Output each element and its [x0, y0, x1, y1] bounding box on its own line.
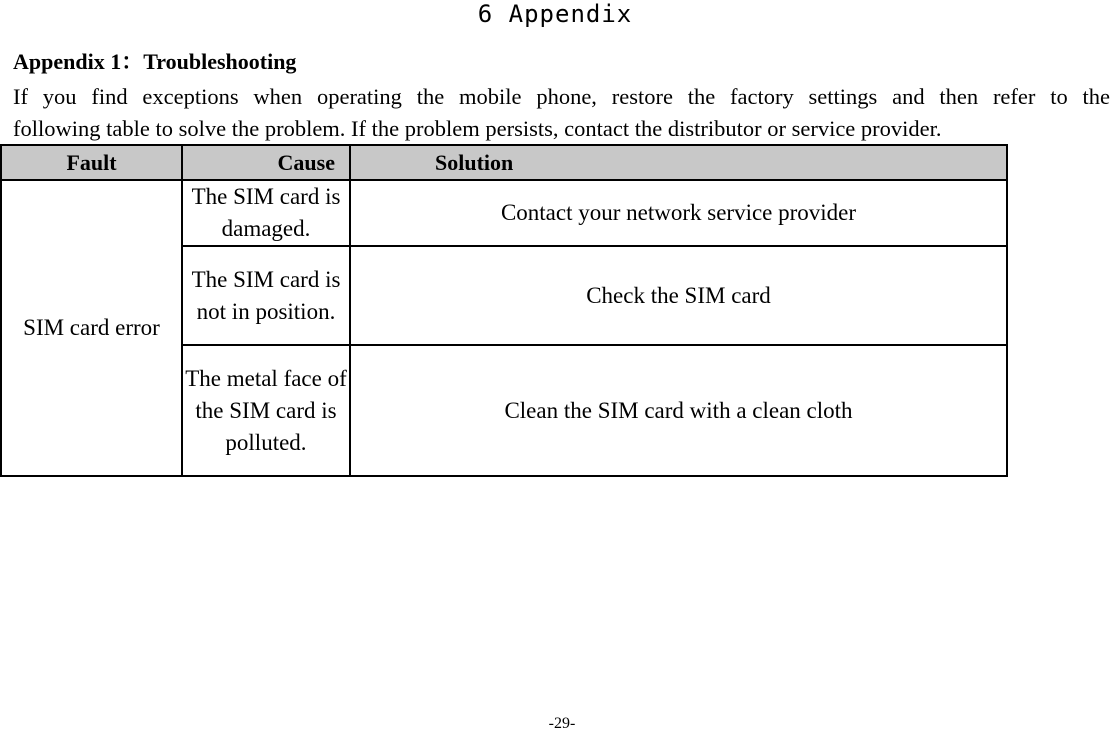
header-fault: Fault — [1, 145, 182, 180]
intro-line-2: following table to solve the problem. If the problem persists, contact the distributor or service provider. — [13, 116, 942, 141]
table-row — [1, 180, 1007, 246]
table-header-row — [1, 145, 1007, 180]
section-heading: Appendix 1：Troubleshooting — [13, 49, 297, 74]
intro-line-1: If you find exceptions when operating the mobile phone, restore the factory settings and then refer to the — [13, 84, 1110, 109]
cause-cell: The SIM card is damaged. — [182, 180, 350, 246]
cause-cell: The SIM card is not in position. — [182, 246, 350, 345]
header-cause: Cause — [182, 145, 350, 180]
solution-cell: Clean the SIM card with a clean cloth — [350, 345, 1007, 476]
fault-cell: SIM card error — [1, 180, 182, 476]
page-number: -29- — [548, 715, 576, 732]
solution-cell: Check the SIM card — [350, 246, 1007, 345]
cause-cell: The metal face of the SIM card is polluted. — [182, 345, 350, 476]
header-solution: Solution — [350, 145, 1007, 180]
chapter-title: 6 Appendix — [477, 0, 633, 28]
solution-cell: Contact your network service provider — [350, 180, 1007, 246]
intro-paragraph — [13, 81, 1110, 145]
troubleshooting-table — [0, 144, 1008, 477]
